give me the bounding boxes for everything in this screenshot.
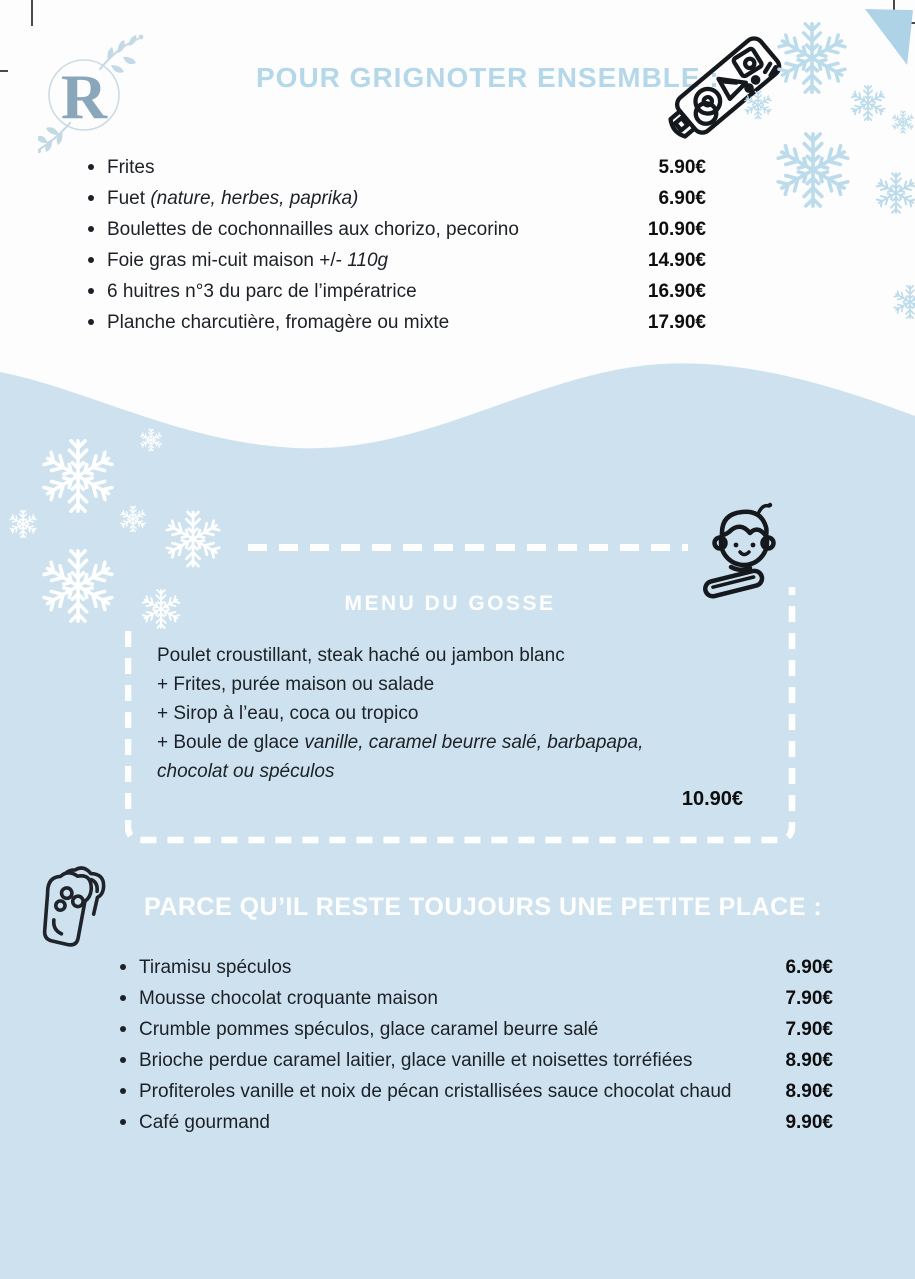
item-label: Foie gras mi-cuit maison +/- 110g	[107, 250, 389, 271]
bullet	[88, 288, 94, 294]
menu-item-row	[84, 276, 706, 307]
menu-item-row	[116, 983, 833, 1014]
desserts-section-title: PARCE QU’IL RESTE TOUJOURS UNE PETITE PLACE :	[144, 893, 823, 921]
menu-item-row	[84, 214, 706, 245]
kids-menu-line: + Boule de glace vanille, caramel beurre salé, barbapapa,	[157, 732, 644, 753]
snowflake-icon	[874, 171, 915, 215]
bullet	[88, 226, 94, 232]
snowflake-icon	[743, 90, 773, 120]
bullet	[120, 995, 126, 1001]
menu-item-row	[84, 152, 706, 183]
item-price: 14.90€	[647, 250, 706, 271]
item-label: Brioche perdue caramel laitier, glace vanille et noisettes torréfiées	[139, 1050, 693, 1071]
wave-divider	[0, 356, 915, 460]
corner-triangle-decoration	[864, 9, 913, 65]
crop-mark	[0, 70, 8, 72]
bullet	[120, 964, 126, 970]
crop-mark	[31, 0, 33, 26]
bullet	[120, 1026, 126, 1032]
item-price: 10.90€	[647, 219, 706, 240]
menu-item-row	[116, 952, 833, 983]
item-label: Crumble pommes spéculos, glace caramel beurre salé	[139, 1019, 599, 1040]
snowflake-icon	[119, 505, 147, 533]
kids-menu-price: 10.90€	[681, 788, 743, 810]
kids-menu-line: chocolat ou spéculos	[157, 761, 335, 782]
bullet	[88, 319, 94, 325]
snowflake-icon	[892, 284, 915, 320]
bullet	[88, 195, 94, 201]
menu-item-row	[84, 245, 706, 276]
kids-menu-line: + Frites, purée maison ou salade	[157, 674, 435, 695]
item-price: 5.90€	[658, 157, 706, 178]
item-price: 8.90€	[785, 1050, 833, 1071]
menu-item-row	[84, 307, 706, 338]
snacks-section-title: POUR GRIGNOTER ENSEMBLE :	[256, 62, 720, 93]
snowflake-icon	[139, 428, 163, 452]
menu-item-row	[116, 1045, 833, 1076]
item-label: 6 huitres n°3 du parc de l’impératrice	[107, 281, 417, 302]
item-price: 9.90€	[785, 1112, 833, 1133]
item-price: 16.90€	[647, 281, 706, 302]
bullet	[120, 1088, 126, 1094]
menu-item-row	[116, 1107, 833, 1138]
menu-item-row	[84, 183, 706, 214]
item-price: 7.90€	[785, 1019, 833, 1040]
toast-icon	[24, 860, 124, 960]
snowflake-icon	[163, 509, 223, 569]
snacks-list	[84, 152, 706, 338]
bullet	[120, 1057, 126, 1063]
item-price: 6.90€	[785, 957, 833, 978]
menu-item-row	[116, 1076, 833, 1107]
kids-menu-line: Poulet croustillant, steak haché ou jambon blanc	[157, 645, 565, 666]
kids-menu-title: MENU DU GOSSE	[344, 592, 556, 615]
r-monogram-logo	[38, 30, 178, 162]
snowflake-icon	[8, 509, 38, 539]
logo-letter: R	[60, 61, 108, 132]
item-price: 8.90€	[785, 1081, 833, 1102]
dashed-divider	[248, 544, 688, 551]
item-label: Frites	[107, 157, 155, 178]
item-price: 7.90€	[785, 988, 833, 1009]
item-label: Café gourmand	[139, 1112, 270, 1133]
item-label: Fuet (nature, herbes, paprika)	[107, 188, 359, 209]
kids-menu-line: + Sirop à l’eau, coca ou tropico	[157, 703, 419, 724]
snowflake-icon	[39, 547, 117, 625]
kids-menu-description	[157, 641, 757, 786]
desserts-list	[116, 952, 833, 1138]
snowflake-icon	[773, 130, 853, 210]
menu-item-row	[116, 1014, 833, 1045]
bullet	[88, 257, 94, 263]
item-label: Profiteroles vanille et noix de pécan cristallisées sauce chocolat chaud	[139, 1081, 732, 1102]
item-price: 6.90€	[658, 188, 706, 209]
item-label: Boulettes de cochonnailles aux chorizo, pecorino	[107, 219, 519, 240]
snowflake-icon	[891, 110, 915, 134]
snowflake-icon	[849, 84, 887, 122]
item-label: Planche charcutière, fromagère ou mixte	[107, 312, 450, 333]
bullet	[88, 164, 94, 170]
item-price: 17.90€	[647, 312, 706, 333]
bullet	[120, 1119, 126, 1125]
snowflake-icon	[39, 437, 117, 515]
item-label: Mousse chocolat croquante maison	[139, 988, 438, 1009]
snowflake-icon	[774, 20, 850, 96]
item-label: Tiramisu spéculos	[139, 957, 292, 978]
